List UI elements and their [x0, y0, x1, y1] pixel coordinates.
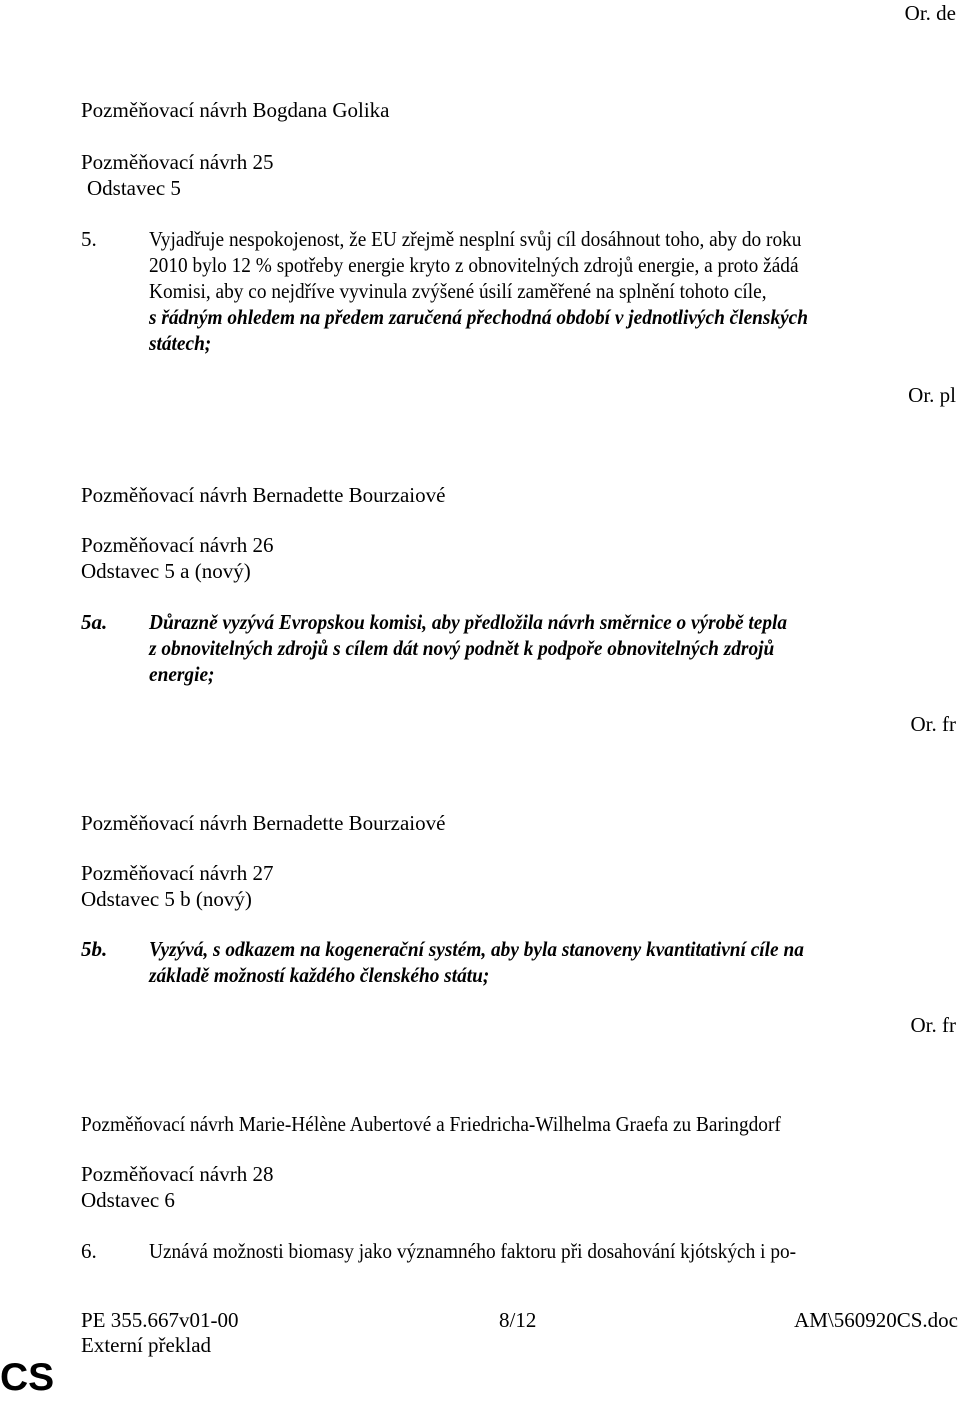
amendment-28-tabling: Pozměňovací návrh Marie-Hélène Aubertové a Friedricha-Wilhelma Graefa zu Baringdorf — [81, 1112, 781, 1136]
amendment-25-origin-language: Or. pl — [908, 383, 956, 407]
amendment-28-number: Pozměňovací návrh 28 — [81, 1162, 274, 1186]
origin-language-header: Or. de — [904, 1, 956, 25]
amendment-26-paragraph: Odstavec 5 a (nový) — [81, 559, 251, 583]
footer-doc-ref: PE 355.667v01-00 — [81, 1308, 239, 1332]
footer-translation-note: Externí překlad — [81, 1333, 212, 1357]
amendment-26-tabling: Pozměňovací návrh Bernadette Bourzaiové — [81, 483, 446, 507]
amendment-27-origin-language: Or. fr — [910, 1013, 956, 1037]
amendment-25-item-number: 5. — [81, 227, 97, 251]
amendment-27-paragraph: Odstavec 5 b (nový) — [81, 887, 252, 911]
amendment-27-number: Pozměňovací návrh 27 — [81, 861, 274, 885]
amendment-25-tabling: Pozměňovací návrh Bogdana Golika — [81, 98, 390, 122]
amendment-28-paragraph: Odstavec 6 — [81, 1188, 175, 1212]
amendment-27-line-2: základě možností každého členského státu; — [149, 963, 490, 987]
amendment-25-line-4: s řádným ohledem na předem zaručená přechodná období v jednotlivých členských — [149, 305, 808, 329]
amendment-28-item-number: 6. — [81, 1239, 97, 1263]
amendment-26-item-number: 5a. — [81, 610, 108, 634]
amendment-26-origin-language: Or. fr — [910, 712, 956, 736]
amendment-25-line-2: 2010 bylo 12 % spotřeby energie kryto z obnovitelných zdrojů energie, a proto žádá — [149, 253, 799, 277]
amendment-26-line-2: z obnovitelných zdrojů s cílem dát nový podnět k podpoře obnovitelných zdrojů — [149, 636, 775, 660]
amendment-25-paragraph: Odstavec 5 — [87, 176, 181, 200]
amendment-28-line-1: Uznává možnosti biomasy jako významného faktoru při dosahování kjótských i po- — [149, 1239, 797, 1263]
amendment-28-text — [81, 1238, 941, 1266]
footer-language-code: CS — [0, 1356, 55, 1399]
amendment-26-number: Pozměňovací návrh 26 — [81, 533, 274, 557]
amendment-25-text — [81, 226, 941, 356]
footer-file-name: AM\560920CS.doc — [794, 1308, 958, 1332]
amendment-25-number: Pozměňovací návrh 25 — [81, 150, 274, 174]
amendment-27-tabling: Pozměňovací návrh Bernadette Bourzaiové — [81, 811, 446, 835]
amendment-26-text — [81, 609, 941, 689]
amendment-27-body — [149, 936, 949, 988]
amendment-28-body — [149, 1238, 949, 1264]
amendment-27-text — [81, 936, 941, 990]
amendment-26-line-3: energie; — [149, 662, 215, 686]
amendment-25-line-1: Vyjadřuje nespokojenost, že EU zřejmě nesplní svůj cíl dosáhnout toho, aby do roku — [149, 227, 802, 251]
amendment-25-body — [149, 226, 949, 356]
amendment-26-body — [149, 609, 949, 687]
amendment-26-line-1: Důrazně vyzývá Evropskou komisi, aby předložila návrh směrnice o výrobě tepla — [149, 610, 788, 634]
amendment-27-line-1: Vyzývá, s odkazem na kogenerační systém, aby byla stanoveny kvantitativní cíle na — [149, 937, 804, 961]
amendment-25-line-5: státech; — [149, 331, 212, 355]
footer-page-number: 8/12 — [499, 1308, 537, 1332]
amendment-25-line-3: Komisi, aby co nejdříve vyvinula zvýšené úsilí zaměřené na splnění tohoto cíle, — [149, 279, 767, 303]
amendment-27-item-number: 5b. — [81, 937, 108, 961]
